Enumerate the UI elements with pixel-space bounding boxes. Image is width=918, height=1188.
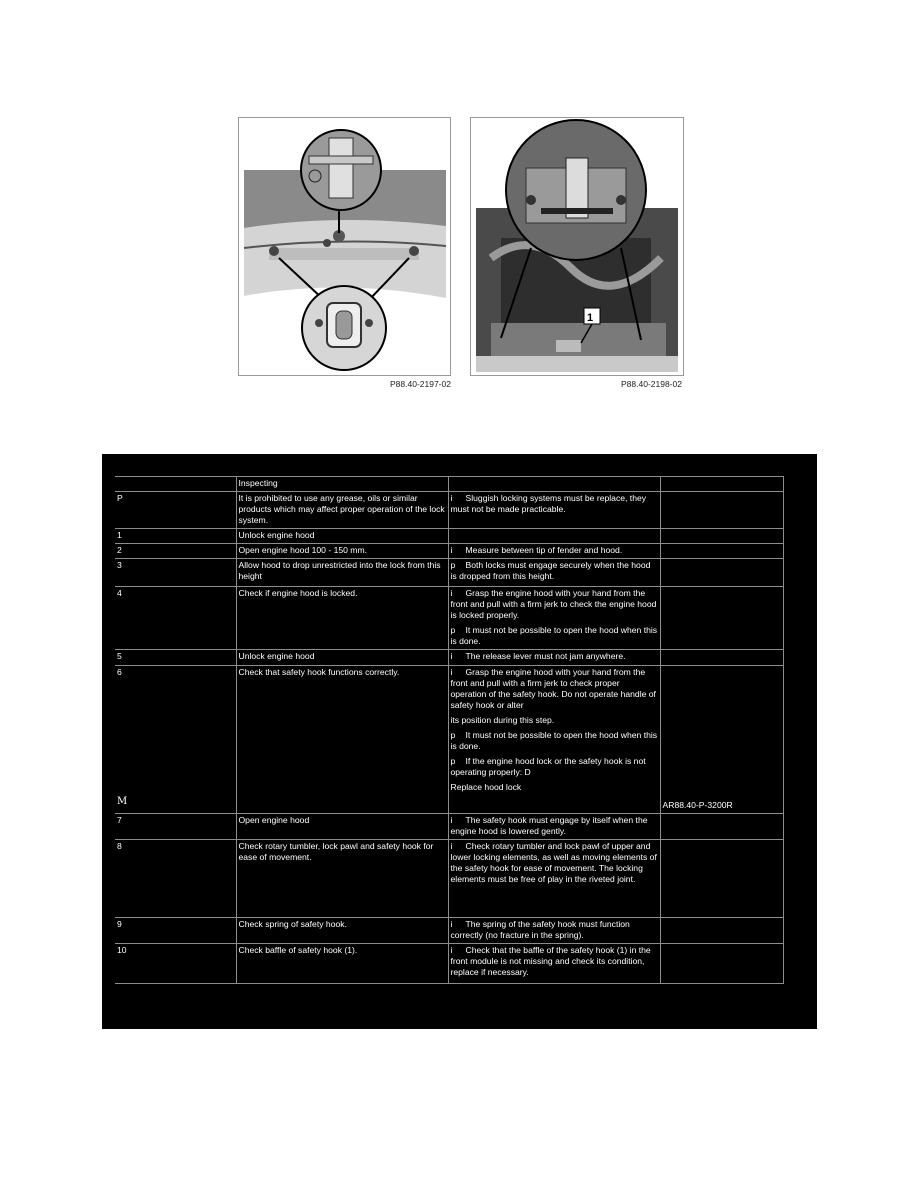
note-marker: i	[450, 493, 453, 503]
reference-cell	[660, 492, 783, 529]
step-number	[115, 814, 236, 840]
step-number	[115, 650, 236, 666]
step-action: Check rotary tumbler, lock pawl and safety hook for ease of movement.	[236, 840, 448, 918]
reference-cell	[660, 840, 783, 918]
note-item	[451, 756, 658, 778]
note-item	[451, 841, 658, 885]
step-notes	[448, 814, 660, 840]
step-number	[115, 840, 236, 918]
table-row	[115, 918, 783, 944]
step-label: 1	[117, 530, 122, 540]
note-text: The release lever must not jam anywhere.	[465, 651, 626, 661]
step-number	[115, 544, 236, 559]
step-notes	[448, 529, 660, 544]
reference-link[interactable]: AR88.40-P-3200R	[662, 800, 733, 810]
step-notes	[448, 587, 660, 650]
step-label: 3	[117, 560, 122, 570]
step-label: 4	[117, 588, 122, 598]
note-marker: p	[450, 560, 456, 570]
table-row	[115, 587, 783, 650]
header-ref	[660, 477, 783, 492]
note-item	[451, 560, 658, 582]
note-item	[451, 730, 658, 752]
note-item	[451, 625, 658, 647]
note-marker: i	[450, 667, 453, 677]
procedure-table	[115, 476, 784, 984]
step-number	[115, 559, 236, 587]
step-number	[115, 492, 236, 529]
step-action: It is prohibited to use any grease, oils or similar products which may affect proper operation of the lock system.	[236, 492, 448, 529]
step-notes	[448, 666, 660, 814]
step-label: 8	[117, 841, 122, 851]
note-text: Measure between tip of fender and hood.	[465, 545, 623, 555]
step-action: Unlock engine hood	[236, 529, 448, 544]
note-item	[451, 945, 658, 978]
step-label: 6	[117, 667, 122, 677]
reference-cell	[660, 918, 783, 944]
note-marker: i	[450, 588, 453, 598]
step-label: 9	[117, 919, 122, 929]
step-action: Open engine hood	[236, 814, 448, 840]
step-number	[115, 918, 236, 944]
note-marker: i	[450, 651, 453, 661]
note-text: If the engine hood lock or the safety hook is not operating properly: D	[450, 756, 646, 777]
callout-label: 1	[587, 312, 594, 324]
step-notes	[448, 944, 660, 984]
note-text: Check rotary tumbler and lock pawl of upper and lower locking elements, as well as moving elements of the safety hook for ease of movement. The locking elements must be free of play in the riveted joint.	[450, 841, 657, 884]
reference-cell	[660, 544, 783, 559]
note-text: The spring of the safety hook must function correctly (no fracture in the spring).	[450, 919, 630, 940]
header-note	[448, 477, 660, 492]
table-row	[115, 666, 783, 814]
note-marker: i	[450, 945, 453, 955]
front-module-illustration	[471, 118, 683, 375]
table-row	[115, 814, 783, 840]
step-notes	[448, 492, 660, 529]
note-marker: i	[450, 841, 453, 851]
step-notes	[448, 650, 660, 666]
note-item	[451, 815, 658, 837]
table-row	[115, 544, 783, 559]
note-text: Both locks must engage securely when the hood is dropped from this height.	[450, 560, 651, 581]
note-marker: p	[450, 756, 456, 766]
hood-lock-illustration	[239, 118, 450, 375]
step-number	[115, 944, 236, 984]
step-action: Check that safety hook functions correctly.	[236, 666, 448, 814]
table-row	[115, 492, 783, 529]
reference-cell	[660, 814, 783, 840]
note-item	[451, 588, 658, 621]
procedure-table-panel	[102, 454, 817, 1029]
step-label: 2	[117, 545, 122, 555]
step-action: Open engine hood 100 - 150 mm.	[236, 544, 448, 559]
reference-cell	[660, 559, 783, 587]
step-notes	[448, 544, 660, 559]
note-text: Replace hood lock	[450, 782, 522, 792]
note-text: The safety hook must engage by itself when the engine hood is lowered gently.	[450, 815, 648, 836]
note-marker: i	[450, 545, 453, 555]
reference-cell	[660, 666, 783, 814]
step-notes	[448, 918, 660, 944]
table-row	[115, 529, 783, 544]
note-item	[451, 782, 658, 793]
note-marker: p	[450, 625, 456, 635]
figure-caption: P88.40-2198-02	[621, 379, 682, 389]
note-marker: i	[450, 919, 453, 929]
note-text: its position during this step.	[450, 715, 555, 725]
table-row	[115, 840, 783, 918]
note-item	[451, 715, 658, 726]
header-action: Inspecting	[236, 477, 448, 492]
step-action: Check if engine hood is locked.	[236, 587, 448, 650]
step-action: Check spring of safety hook.	[236, 918, 448, 944]
note-text: Grasp the engine hood with your hand from the front and pull with a firm jerk to check the engine hood is locked properly.	[450, 588, 657, 620]
header-step	[115, 477, 236, 492]
reference-cell	[660, 529, 783, 544]
reference-cell	[660, 944, 783, 984]
note-marker: i	[450, 815, 453, 825]
table-row	[115, 559, 783, 587]
note-item	[451, 493, 658, 515]
note-item	[451, 919, 658, 941]
step-notes	[448, 840, 660, 918]
step-action: Check baffle of safety hook (1).	[236, 944, 448, 984]
step-number	[115, 587, 236, 650]
note-marker: p	[450, 730, 456, 740]
step-notes	[448, 559, 660, 587]
step-marker: M	[117, 796, 128, 807]
note-item	[451, 667, 658, 711]
reference-cell	[660, 587, 783, 650]
step-label: 10	[117, 945, 127, 955]
step-action: Allow hood to drop unrestricted into the lock from this height	[236, 559, 448, 587]
table-row	[115, 650, 783, 666]
step-label: P	[117, 493, 123, 503]
table-header-row	[115, 477, 783, 492]
step-action: Unlock engine hood	[236, 650, 448, 666]
note-text: Check that the baffle of the safety hook (1) in the front module is not missing and check its condition, replace if necessary.	[450, 945, 651, 977]
note-item	[451, 545, 658, 556]
step-number	[115, 529, 236, 544]
figure-hood-lock-front-module	[470, 117, 684, 376]
step-label: 7	[117, 815, 122, 825]
table-row	[115, 944, 783, 984]
note-text: It must not be possible to open the hood when this is done.	[450, 625, 658, 646]
figure-caption: P88.40-2197-02	[390, 379, 451, 389]
figure-hood-lock-upper	[238, 117, 451, 376]
reference-cell	[660, 650, 783, 666]
note-text: It must not be possible to open the hood when this is done.	[450, 730, 658, 751]
note-item	[451, 651, 658, 662]
step-label: 5	[117, 651, 122, 661]
step-number	[115, 666, 236, 814]
note-text: Sluggish locking systems must be replace, they must not be made practicable.	[450, 493, 647, 514]
note-text: Grasp the engine hood with your hand from the front and pull with a firm jerk to check proper operation of the safety hook. Do not operate handle of safety hook or alter	[450, 667, 656, 710]
